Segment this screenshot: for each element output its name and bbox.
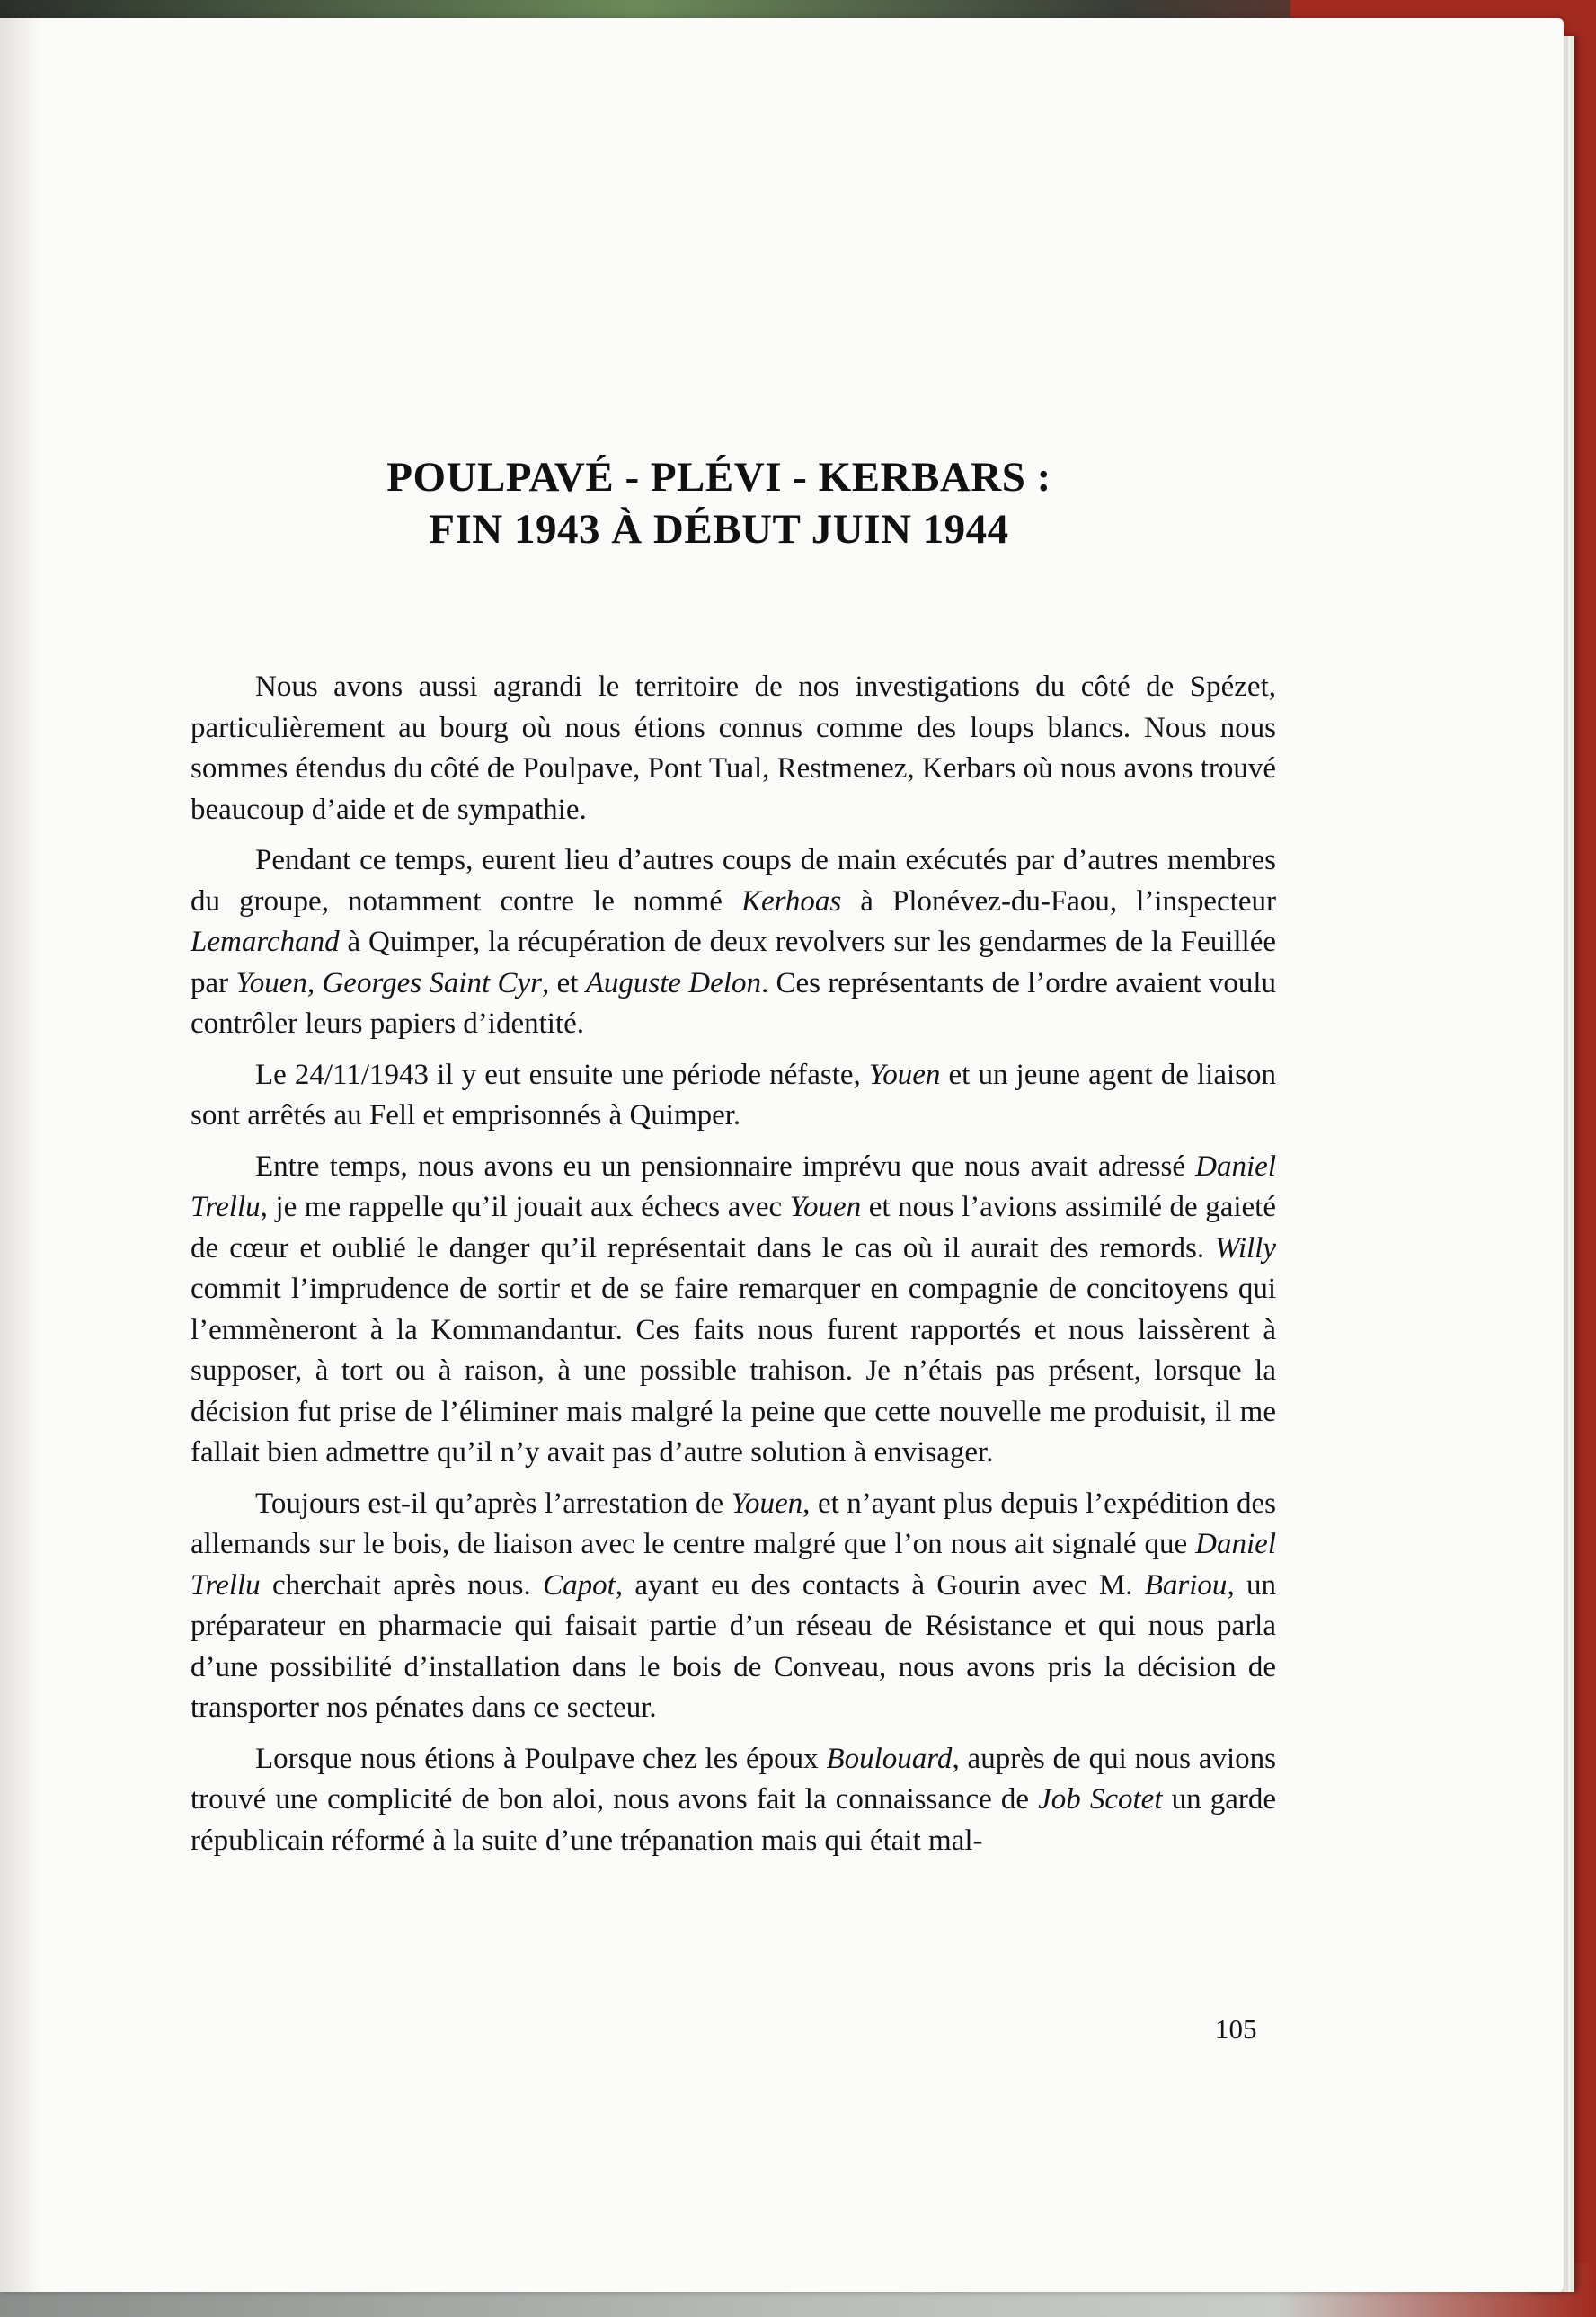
paragraph <box>191 1147 1276 1474</box>
italic-name: Capot <box>543 1568 616 1602</box>
text-run: à Quimper, la récupération de deux revolvers sur les gendarmes de la Feuillée par <box>191 926 1276 999</box>
text-run: Le 24/11/1943 il y eut ensuite une période néfaste, <box>255 1058 869 1091</box>
text-run: un garde républicain réformé à la suite d’une trépanation mais qui était mal- <box>191 1783 1276 1857</box>
text-run: . Ces représentants de l’ordre avaient voulu contrôler leurs papiers d’identité. <box>191 966 1276 1040</box>
text-run: Toujours est-il qu’après l’arrestation de <box>255 1487 732 1520</box>
text-run: Nous avons aussi agrandi le territoire de nos investigations du côté de Spézet, particulièrement au bourg où nous étions connus comme des loups blancs. Nous nous sommes étendus du côté de Poulpave, Pont Tual, Restmenez, Kerbars où nous avons trouvé beaucoup d’aide et de sympathie. <box>191 670 1276 826</box>
italic-name: Auguste Delon <box>585 966 761 999</box>
italic-name: Youen <box>731 1487 803 1520</box>
text-run: , et n’ayant plus depuis l’expédition des allemands sur le bois, de liaison avec le centre malgré que l’on nous ait signalé que <box>191 1487 1276 1560</box>
paragraph <box>191 667 1276 830</box>
text-run: Lorsque nous étions à Poulpave chez les époux <box>255 1742 827 1775</box>
text-run: , et <box>542 966 586 999</box>
paragraph <box>191 1484 1276 1729</box>
paragraph <box>191 1739 1276 1862</box>
text-run: à Plonévez-du-Faou, l’inspecteur <box>841 884 1277 918</box>
page-number: 105 <box>1215 2013 1257 2045</box>
body-text <box>191 667 1276 1871</box>
italic-name: Daniel Trellu <box>191 1150 1276 1223</box>
page-gutter <box>0 18 41 2292</box>
italic-name: Job Scotet <box>1038 1783 1163 1815</box>
italic-name: Daniel Trellu <box>191 1528 1276 1602</box>
italic-name: Lemarchand <box>191 926 340 958</box>
text-run: Entre temps, nous avons eu un pensionnaire imprévu que nous avait adressé <box>255 1150 1196 1183</box>
text-run: , je me rappelle qu’il jouait aux échecs avec <box>260 1191 790 1223</box>
paragraph <box>191 1055 1276 1137</box>
text-run: et nous l’avions assimilé de gaieté de cœur et oublié le danger qu’il représentait dans le cas où il aurait des remords. <box>191 1191 1276 1265</box>
text-run: et un jeune agent de liaison sont arrêtés au Fell et emprisonnés à Quimper. <box>191 1058 1276 1132</box>
italic-name: Youen <box>868 1058 941 1091</box>
italic-name: Willy <box>1215 1231 1276 1265</box>
italic-name: Kerhoas <box>740 884 842 918</box>
text-run: , un préparateur en pharmacie qui faisait partie d’un réseau de Résistance et qui nous parla d’une possibilité d’installation dans le bois de Conveau, nous avons pris la décision de transporter nos pénates dans ce secteur. <box>191 1568 1277 1724</box>
italic-name: Bariou <box>1144 1568 1228 1602</box>
text-run: , auprès de qui nous avions trouvé une complicité de bon aloi, nous avons fait la connaissance de <box>191 1742 1276 1815</box>
chapter-title-line-2: FIN 1943 À DÉBUT JUIN 1944 <box>429 506 1009 553</box>
italic-name: Youen, Georges Saint Cyr <box>235 966 543 999</box>
text-run: commit l’imprudence de sortir et de se faire remarquer en compagnie de concitoyens qui l’emmèneront à la Kommandantur. Ces faits nous furent rapportés et nous laissèrent à supposer, à tort ou à raison, à une possible trahison. Je n’étais pas présent, lorsque la décision fut prise de l’éliminer mais malgré la peine que cette nouvelle me produisit, il me fallait bien admettre qu’il n’y avait pas d’autre solution à envisager. <box>191 1273 1276 1469</box>
text-run: , ayant eu des contacts à Gourin avec M. <box>615 1568 1145 1602</box>
chapter-title-line-1: POULPAVÉ - PLÉVI - KERBARS : <box>386 454 1051 501</box>
text-run: Pendant ce temps, eurent lieu d’autres coups de main exécutés par d’autres membres du groupe, notamment contre le nommé <box>191 844 1276 918</box>
italic-name: Youen <box>789 1191 862 1223</box>
paragraph <box>191 840 1276 1045</box>
text-run: cherchait après nous. <box>260 1568 544 1602</box>
italic-name: Boulouard <box>826 1742 953 1775</box>
